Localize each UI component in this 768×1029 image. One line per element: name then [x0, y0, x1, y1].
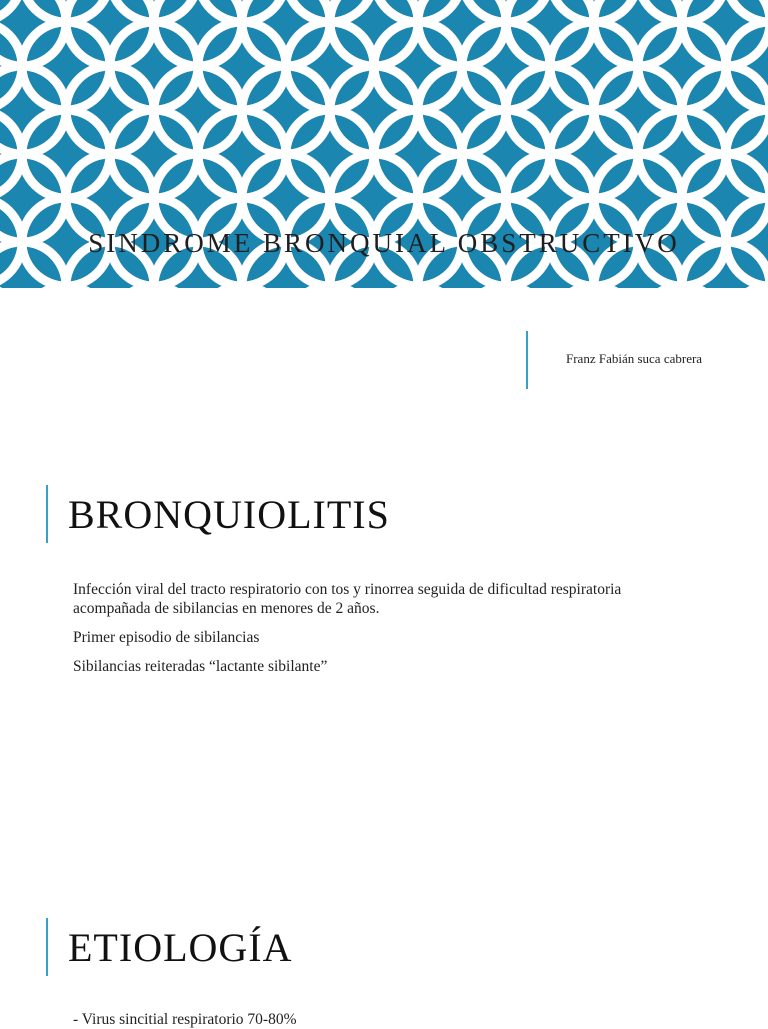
deck-title: SINDROME BRONQUIAL OBSTRUCTIVO: [88, 228, 680, 258]
paragraph: Sibilancias reiteradas “lactante sibilante”: [73, 658, 328, 675]
etiologia-list: [73, 1010, 673, 1029]
paragraph: Primer episodio de sibilancias: [73, 629, 260, 646]
paragraph: Infección viral del tracto respiratorio con tos y rinorrea seguida de dificultad respiratoria acompañada de sibilancias en menores de 2 años.: [73, 581, 622, 617]
accent-bar: [526, 331, 528, 389]
section-title-etiologia: ETIOLOGÍA: [68, 925, 293, 970]
author-name: Franz Fabián suca cabrera: [566, 351, 703, 366]
list-item: - Virus sincitial respiratorio 70-80%: [73, 1011, 297, 1028]
bronquiolitis-body: [73, 580, 673, 686]
section-title-bronquiolitis: BRONQUIOLITIS: [68, 492, 390, 537]
accent-bar: [46, 918, 48, 976]
accent-bar: [46, 485, 48, 543]
title-slide: [0, 0, 768, 288]
